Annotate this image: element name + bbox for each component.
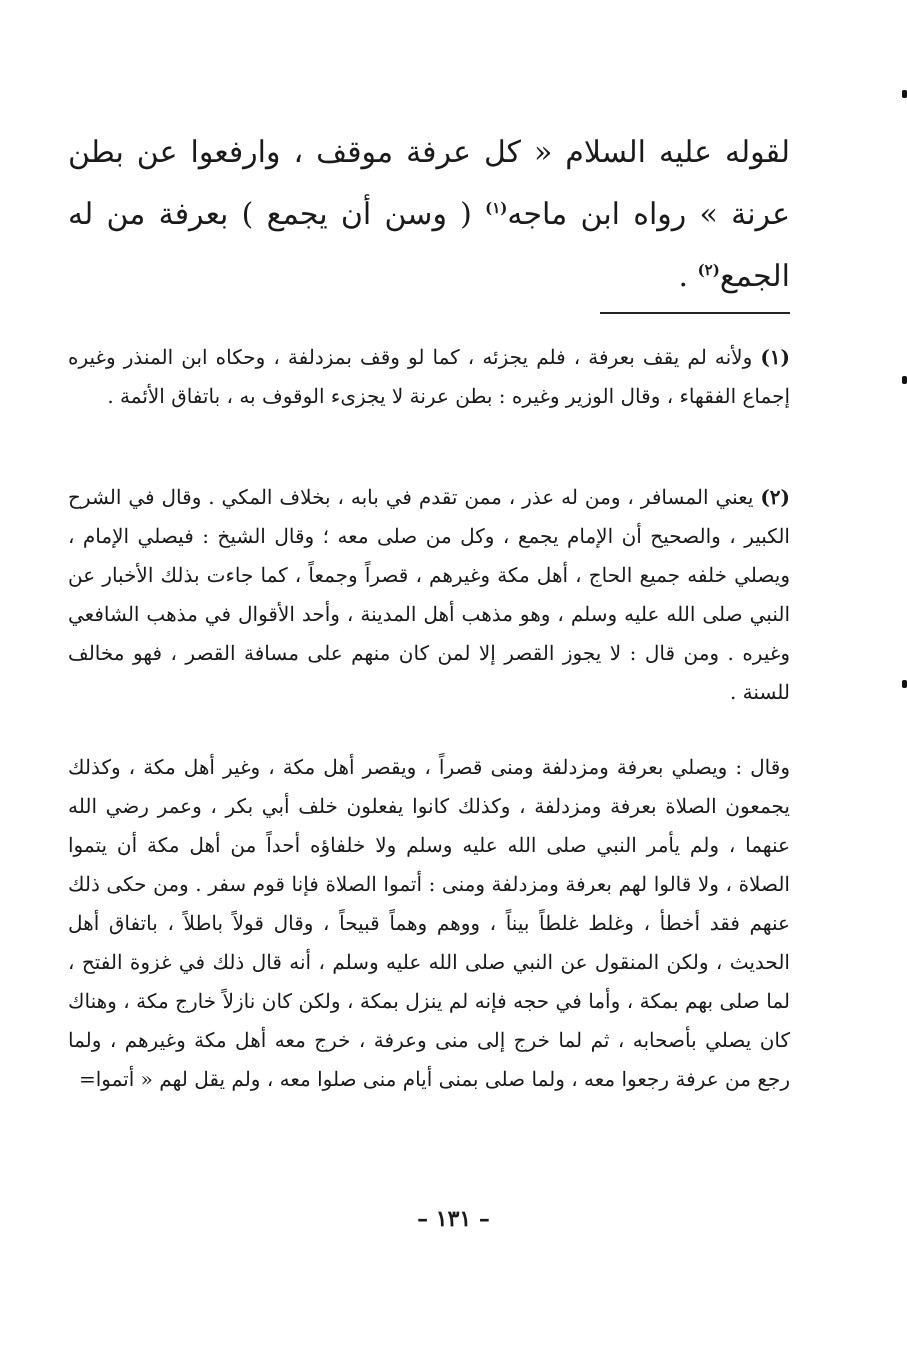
footnote-ref: (١) [485,199,508,217]
footnote-text: يعني المسافر ، ومن له عذر ، ممن تقدم في بابه ، بخلاف المكي . وقال في الشرح الكبير ، والصحيح أن الإمام يجمع ، وكل من صلى معه ؛ وقال الشيخ : فيصلي الإمام ، ويصلي خلفه جميع الحاج ، أهل مكة وغيرهم ، قصراً وجمعاً ، كما جاءت بذلك الأخبار عن النبي صلى الله عليه وسلم ، وهو مذهب أهل المدينة ، وأحد الأقوال في مذهب الشافعي وغيره . ومن قال : لا يجوز القصر إلا لمن كان منهم على مسافة القصر ، فهو مخالف للسنة . [68,485,790,704]
footnote-continuation [68,748,790,1099]
margin-mark [902,376,907,384]
footnote-1 [68,338,790,416]
footnote-2 [68,478,790,712]
margin-mark [902,680,907,688]
main-text-part: ( وسن أن يجمع ) بعرفة من له الجمع [68,197,790,294]
footnote-separator [600,312,790,314]
footnote-ref: (٢) [697,261,720,279]
footnote-number: (٢) [760,485,790,509]
main-text-part: لقوله عليه السلام « كل عرفة موقف ، وارفعوا عن بطن عرنة » رواه ابن ماجه [68,135,790,232]
footnote-text: ولأنه لم يقف بعرفة ، فلم يجزئه ، كما لو وقف بمزدلفة ، وحكاه ابن المنذر وغيره إجماع الفقهاء ، وقال الوزير وغيره : بطن عرنة لا يجزىء الوقوف به ، باتفاق الأئمة . [68,345,790,408]
main-text-part: . [678,259,698,294]
main-text [68,122,790,308]
page-number: – ١٣١ – [417,1206,490,1232]
margin-mark [902,90,907,98]
footnote-text: وقال : ويصلي بعرفة ومزدلفة ومنى قصراً ، ويقصر أهل مكة ، وغير أهل مكة ، وكذلك يجمعون الصلاة بعرفة ومزدلفة ، وكذلك كانوا يفعلون خلف أبي بكر ، وعمر رضي الله عنهما ، ولم يأمر النبي صلى الله عليه وسلم ولا خلفاؤه أحداً من أهل مكة أن يتموا الصلاة ، ولا قالوا لهم بعرفة ومزدلفة ومنى : أتموا الصلاة فإنا قوم سفر . ومن حكى ذلك عنهم فقد أخطأ ، وغلط غلطاً بيناً ، ووهم وهماً قبيحاً ، وقال قولاً باطلاً ، باتفاق أهل الحديث ، ولكن المنقول عن النبي صلى الله عليه وسلم ، أنه قال ذلك في غزوة الفتح ، لما صلى بهم بمكة ، وأما في حجه فإنه لم ينزل بمكة ، ولكن كان نازلاً خارج مكة ، وهناك كان يصلي بأصحابه ، ثم لما خرج إلى منى وعرفة ، خرج معه أهل مكة وغيرهم ، ولما رجع من عرفة رجعوا معه ، ولما صلى بمنى أيام منى صلوا معه ، ولم يقل لهم « أتموا= [68,755,790,1091]
footnote-number: (١) [760,345,791,369]
